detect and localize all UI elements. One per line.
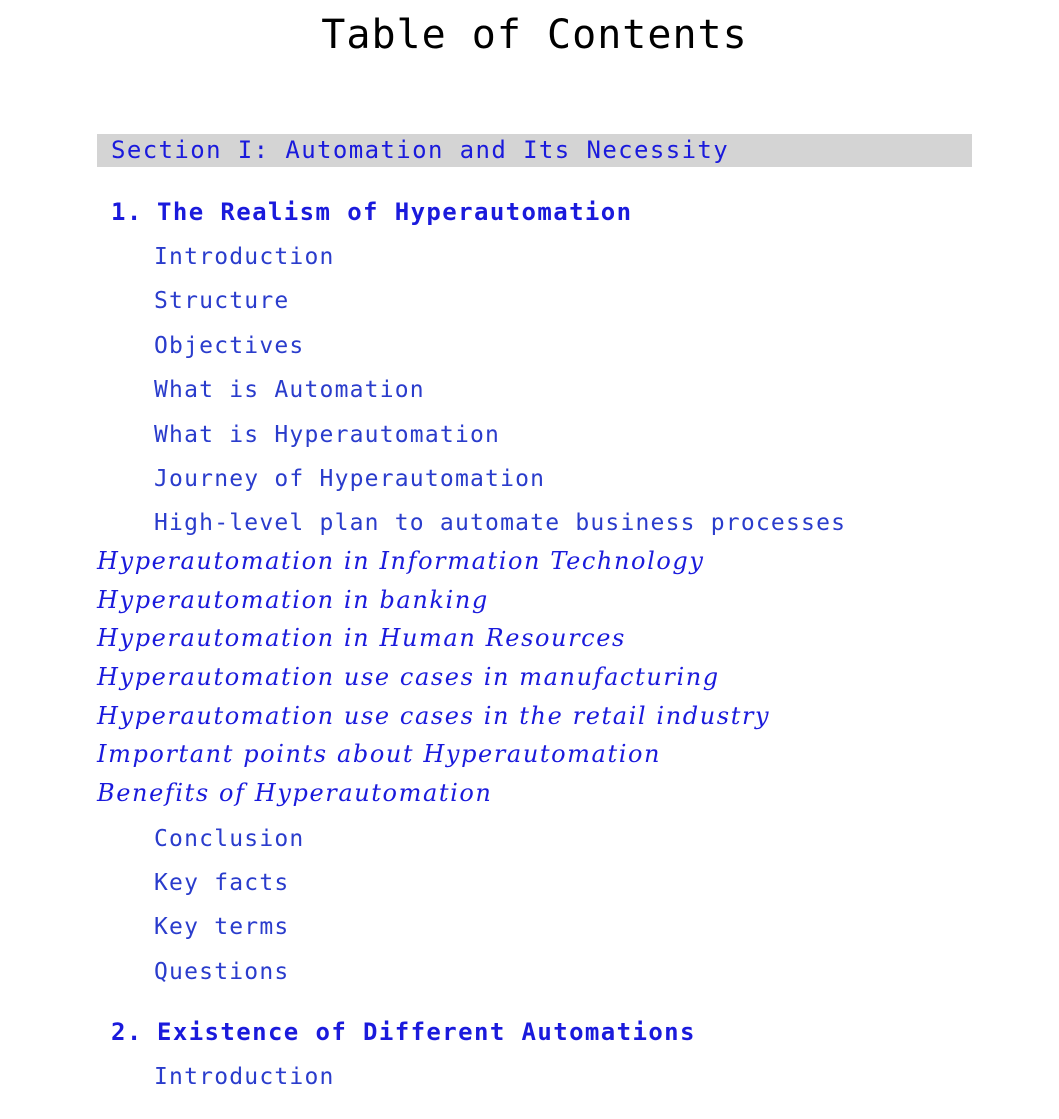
toc-entry-introduction[interactable]: Introduction (154, 1064, 335, 1090)
toc-entry-hyperautomation-hr[interactable]: Hyperautomation in Human Resources (97, 624, 626, 652)
toc-entry-structure[interactable]: Structure (154, 288, 290, 314)
toc-entry-key-facts[interactable]: Key facts (154, 870, 290, 896)
chapter-1-link[interactable] (111, 197, 632, 227)
toc-entry-hyperautomation-it[interactable]: Hyperautomation in Information Technology (97, 547, 705, 575)
toc-entry-hyperautomation-retail[interactable]: Hyperautomation use cases in the retail industry (97, 702, 771, 730)
toc-entry-high-level-plan[interactable]: High-level plan to automate business processes (154, 510, 847, 536)
chapter-title: Existence of Different Automations (157, 1018, 696, 1046)
chapter-2-link[interactable] (111, 1017, 696, 1047)
toc-entry-benefits[interactable]: Benefits of Hyperautomation (97, 779, 493, 807)
toc-entry-important-points[interactable]: Important points about Hyperautomation (97, 740, 662, 768)
section-heading-link[interactable]: Section I: Automation and Its Necessity (111, 136, 730, 164)
toc-entry-what-is-automation[interactable]: What is Automation (154, 377, 425, 403)
toc-entry-what-is-hyperautomation[interactable]: What is Hyperautomation (154, 422, 501, 448)
chapter-title: The Realism of Hyperautomation (157, 198, 633, 226)
toc-entry-objectives[interactable]: Objectives (154, 333, 305, 359)
chapter-number: 1. (111, 198, 143, 226)
toc-entry-questions[interactable]: Questions (154, 959, 290, 985)
toc-entry-hyperautomation-manufacturing[interactable]: Hyperautomation use cases in manufacturing (97, 663, 720, 691)
toc-entry-conclusion[interactable]: Conclusion (154, 826, 305, 852)
toc-entry-hyperautomation-banking[interactable]: Hyperautomation in banking (97, 586, 489, 614)
page-title: Table of Contents (321, 12, 748, 58)
chapter-number: 2. (111, 1018, 143, 1046)
toc-entry-journey[interactable]: Journey of Hyperautomation (154, 466, 546, 492)
toc-entry-key-terms[interactable]: Key terms (154, 914, 290, 940)
toc-entry-introduction[interactable]: Introduction (154, 244, 335, 270)
